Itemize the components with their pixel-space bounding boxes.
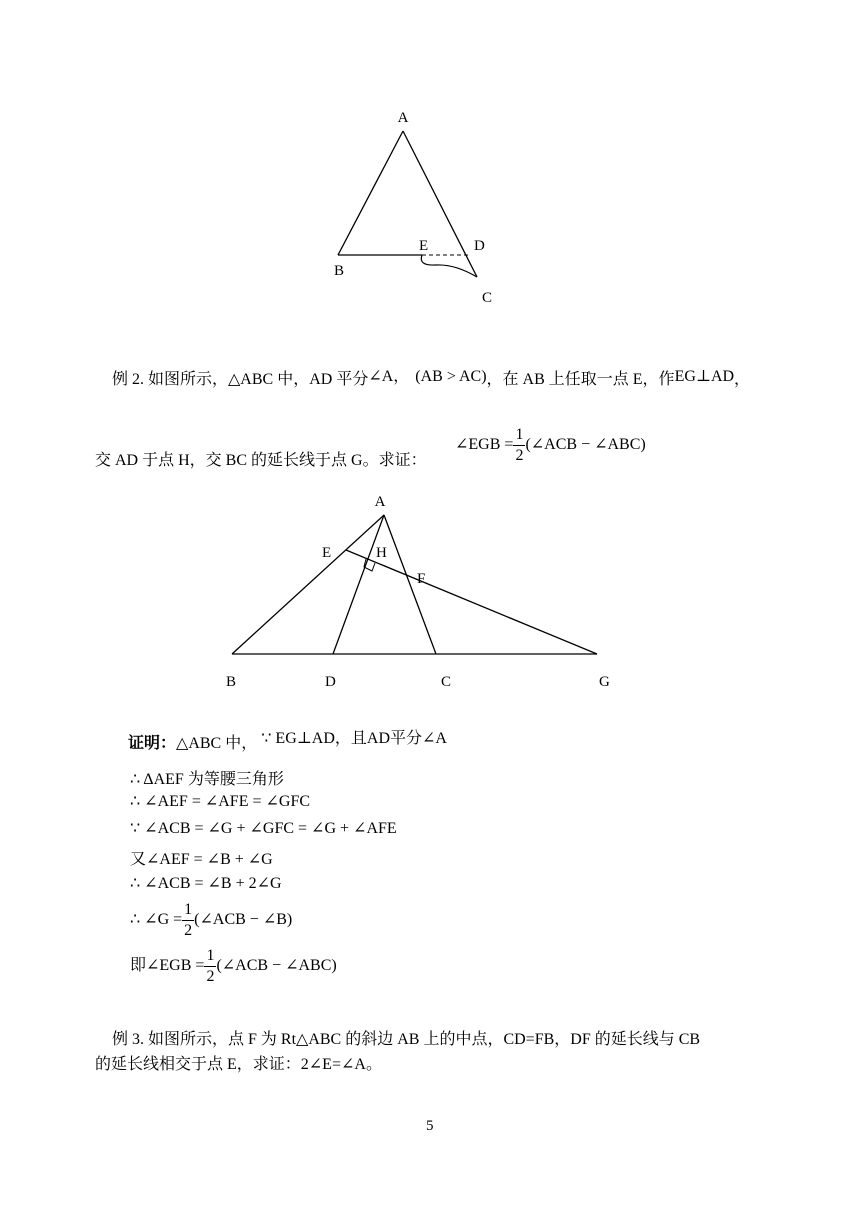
fig2-line-eg [346, 550, 597, 654]
proof-line5-text: 又∠AEF = ∠B + ∠G [130, 851, 273, 868]
example2-perp: EG⊥AD [674, 368, 735, 385]
example3-line2 [95, 1051, 382, 1074]
proof-line2-text: ∴ ΔAEF 为等腰三角形 [130, 771, 284, 788]
fig2-label-a: A [374, 494, 386, 510]
fig1-label-b: B [334, 263, 345, 279]
proof-line1-a: △ABC 中， [176, 735, 258, 752]
fig1-label-a: A [397, 110, 409, 126]
example2-line1 [112, 366, 750, 389]
formula-fraction [513, 427, 525, 464]
example2-end: ， [734, 371, 751, 388]
example2-line2 [95, 447, 427, 470]
proof-line4 [130, 818, 397, 838]
formula-denominator: 2 [515, 447, 524, 464]
proof-line7-left: ∴ ∠G = [130, 911, 183, 929]
proof-line8-fraction [204, 948, 216, 985]
proof-line7 [130, 902, 292, 939]
example3-line1-text: 例 3. 如图所示，点 F 为 Rt△ABC 的斜边 AB 上的中点，CD=FB，DF 的延长线与 CB [112, 1031, 701, 1048]
proof-line3 [130, 791, 310, 811]
fig1-label-d: D [474, 238, 485, 254]
proof-line8-denominator: 2 [206, 968, 215, 985]
proof-line6-text: ∴ ∠ACB = ∠B + 2∠G [130, 875, 282, 892]
example2-middle: ，在 AB 上任取一点 E，作 [486, 371, 675, 388]
proof-line7-numerator: 1 [182, 902, 194, 921]
fig2-label-g: G [599, 674, 610, 690]
proof-line1-b: ∵ EG⊥AD，且AD平分∠A [261, 730, 447, 747]
formula-left: ∠EGB = [455, 436, 514, 454]
fig2-label-h: H [376, 545, 387, 561]
proof-line3-text: ∴ ∠AEF = ∠AFE = ∠GFC [130, 793, 311, 810]
proof-line1 [128, 730, 447, 753]
fig2-label-e: E [322, 545, 332, 561]
fig2-label-d: D [325, 674, 336, 690]
proof-line5 [130, 846, 273, 869]
example2-prefix: 例 2. 如图所示，△ABC 中，AD 平分 [112, 371, 369, 388]
fig1-label-e: E [419, 238, 429, 254]
proof-heading: 证明： [128, 735, 177, 752]
fig2-label-f: F [417, 571, 426, 587]
fig1-side-ab [338, 131, 403, 255]
fig1-curve-ec [421, 255, 477, 277]
formula-right: (∠ACB − ∠ABC) [525, 436, 646, 454]
proof-line8-left: 即∠EGB = [130, 957, 205, 975]
proof-line7-right: (∠ACB − ∠B) [194, 911, 293, 929]
fig2-label-c: C [441, 674, 452, 690]
proof-line7-denominator: 2 [184, 922, 193, 939]
figure-1-triangle [0, 0, 860, 320]
fig1-label-c: C [482, 290, 493, 306]
proof-line8 [130, 948, 337, 985]
example2-formula [455, 427, 646, 464]
page-number: 5 [426, 1118, 434, 1134]
proof-line4-text: ∵ ∠ACB = ∠G + ∠GFC = ∠G + ∠AFE [130, 820, 397, 837]
fig2-side-ab [232, 515, 384, 654]
proof-line8-numerator: 1 [204, 948, 216, 967]
example2-condition: (AB > AC) [415, 368, 487, 385]
fig2-bisector-ad [333, 515, 384, 654]
formula-numerator: 1 [513, 427, 525, 446]
fig2-label-b: B [226, 674, 237, 690]
example3-line2-text: 的延长线相交于点 E，求证：2∠E=∠A。 [95, 1056, 382, 1073]
example2-angle-a: ∠A， [368, 368, 410, 385]
proof-line6 [130, 873, 282, 893]
proof-line2 [130, 766, 284, 789]
proof-line8-right: (∠ACB − ∠ABC) [216, 957, 337, 975]
figure-2-triangle [0, 490, 860, 700]
example3-line1 [112, 1026, 700, 1049]
proof-line7-fraction [182, 902, 194, 939]
example2-line2-text: 交 AD 于点 H，交 BC 的延长线于点 G。求证： [95, 452, 427, 469]
